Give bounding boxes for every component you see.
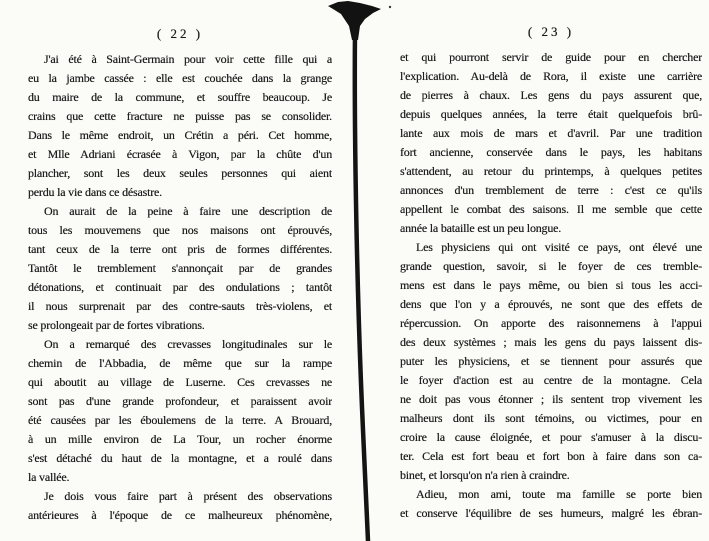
text-line: On aurait de la peine à faire une description de [44, 204, 332, 218]
text-line: et qui pourront servir de guide pour en chercher [400, 50, 702, 64]
text-line: grande question, savoir, si le foyer de ces tremble- [400, 259, 702, 273]
text-line: s'est détaché du haut de la montagne, et a roulé dans [28, 451, 332, 465]
text-line: ter. Cela est fort beau et fort bon à faire dans son ca- [400, 449, 702, 463]
text-line: de pierres à chaux. Les gens du pays assurent que, [400, 88, 702, 102]
page-right [400, 0, 702, 541]
text-line: binet, et lorsqu'on n'a rien à craindre. [400, 468, 570, 482]
page-left-text [28, 50, 332, 525]
text-line: annonces d'un tremblement de terre : c'est ce qu'ils [400, 183, 702, 197]
text-line: appellent le combat des saisons. Il me semble que cette [400, 202, 702, 216]
text-line: sont pas d'une grande profondeur, et paraissent avoir [28, 394, 332, 408]
text-line: qui aboutit au village de Luserne. Ces crevasses ne [28, 375, 332, 389]
text-line: antérieures à l'époque de ce malheureux phénomène, [28, 508, 332, 522]
text-line: Tantôt le tremblement s'annonçait par de grandes [28, 261, 332, 275]
text-line: le foyer d'action est au centre de la montagne. Cela [400, 373, 702, 387]
text-line: l'explication. Au-delà de Rora, il existe une carrière [400, 69, 702, 83]
text-line: depuis quelques années, la terre était quelquefois brû- [400, 107, 702, 121]
text-line: perdu la vie dans ce désastre. [28, 185, 162, 199]
binding-smudge-icon [322, 0, 402, 541]
text-line: la vallée. [28, 470, 70, 484]
text-line: à un mille environ de La Tour, un rocher énorme [28, 432, 332, 446]
text-line: croire la cause éloignée, et pour s'amuser à la discu- [400, 430, 702, 444]
text-line: tant ceux de la terre ont pris de formes différentes. [28, 242, 332, 256]
text-line: des deux systèmes ; mais les gens du pays laissent dis- [400, 335, 702, 349]
text-line: Dans le même endroit, un Crétin a péri. Cet homme, [28, 128, 332, 142]
text-line: lante aux mois de mars et d'avril. Par une tradition [400, 126, 702, 140]
text-line: chemin de l'Abbadia, de même que sur la rampe [28, 356, 332, 370]
text-line: il nous surprenait par des contre-sauts très-violens, et [28, 299, 332, 313]
text-line: J'ai été à Saint-Germain pour voir cette fille qui a [44, 52, 332, 66]
page-number-left: ( 22 ) [156, 26, 204, 41]
text-line: Je dois vous faire part à présent des observations [44, 489, 332, 503]
text-line: s'attendent, au retour du printemps, à quelques petites [400, 164, 702, 178]
text-line: puter les physiciens, et se tiennent pour assurés que [400, 354, 702, 368]
text-line: eu la jambe cassée : elle est couchée dans la grange [28, 71, 332, 85]
text-line: année la bataille est un peu longue. [400, 221, 562, 235]
text-line: et conserve l'équilibre de ses humeurs, malgré les ébran- [400, 506, 702, 520]
text-line: dens que l'on y a éprouvés, ne sont que des effets de [400, 297, 702, 311]
text-line: été causées par les éboulemens de la terre. A Brouard, [28, 413, 332, 427]
text-line: répercussion. On apporte des raisonnemens à l'appui [400, 316, 702, 330]
text-line: malheurs dont ils sont témoins, ou victimes, pour en [400, 411, 702, 425]
page-number-right: ( 23 ) [527, 24, 575, 39]
text-line: ne doit pas vous étonner ; ils sentent trop vivement les [400, 392, 702, 406]
text-line: et Mlle Adriani écrasée à Vigon, par la chûte d'un [28, 147, 332, 161]
text-line: détonations, et continuait par des ondulations ; tantôt [28, 280, 332, 294]
page-left [28, 0, 332, 541]
text-line: Adieu, mon ami, toute ma famille se porte bien [416, 487, 702, 501]
text-line: On a remarqué des crevasses longitudinales sur le [44, 337, 332, 351]
text-line: mens est dans le pays même, ou bien si tous les acci- [400, 278, 702, 292]
text-line: Les physiciens qui ont visité ce pays, ont élevé une [416, 240, 702, 254]
text-line: fort ancienne, conservée dans le pays, les habitans [400, 145, 702, 159]
text-line: crains que cette fracture ne puisse pas se consolider. [28, 109, 332, 123]
text-line: se prolongeait par de fortes vibrations. [28, 318, 205, 332]
text-line: tous les mouvemens que nos maisons ont éprouvés, [28, 223, 332, 237]
text-line: plancher, sont les deux seules personnes qui aient [28, 166, 332, 180]
page-right-text [400, 48, 702, 523]
text-line: du maire de la commune, et souffre beaucoup. Je [28, 90, 332, 104]
